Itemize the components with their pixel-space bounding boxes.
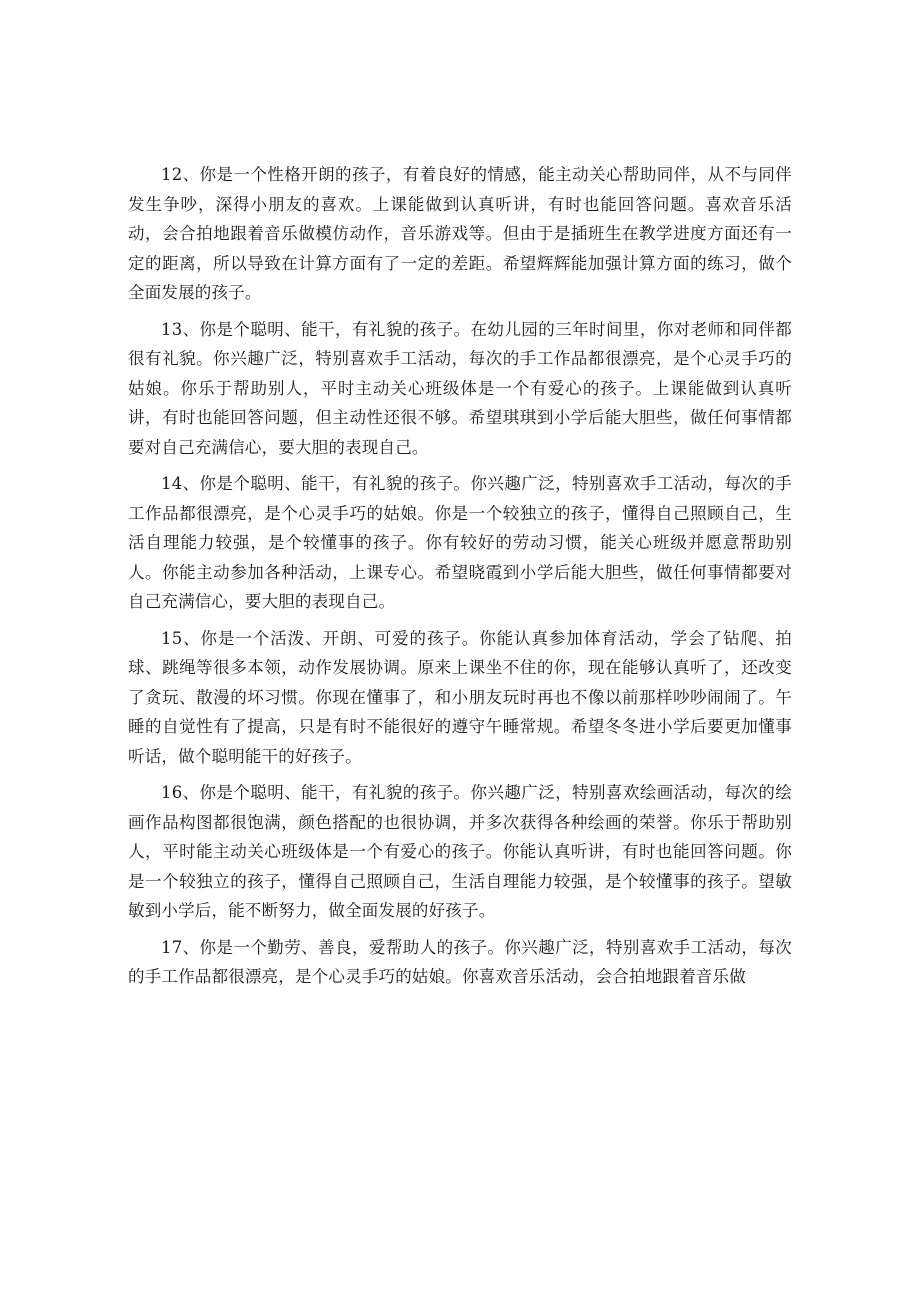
paragraph-13: 13、你是个聪明、能干，有礼貌的孩子。在幼儿园的三年时间里，你对老师和同伴都很有礼貌。你兴趣广泛，特别喜欢手工活动，每次的手工作品都很漂亮，是个心灵手巧的姑娘。你乐于帮助别人，平时主动关心班级体是一个有爱心的孩子。上课能做到认真听讲，有时也能回答问题，但主动性还很不够。希望琪琪到小学后能大胆些，做任何事情都要对自己充满信心，要大胆的表现自己。: [128, 319, 792, 457]
paragraph-16: 16、你是个聪明、能干，有礼貌的孩子。你兴趣广泛，特别喜欢绘画活动，每次的绘画作品构图都很饱满，颜色搭配的也很协调，并多次获得各种绘画的荣誉。你乐于帮助别人，平时能主动关心班级体是一个有爱心的孩子。你能认真听讲，有时也能回答问题。你是一个较独立的孩子，懂得自己照顾自己，生活自理能力较强，是个较懂事的孩子。望敏敏到小学后，能不断努力，做全面发展的好孩子。: [128, 783, 792, 920]
paragraph-14: 14、你是个聪明、能干，有礼貌的孩子。你兴趣广泛，特别喜欢手工活动，每次的手工作品都很漂亮，是个心灵手巧的姑娘。你是一个较独立的孩子，懂得自己照顾自己，生活自理能力较强，是个较懂事的孩子。你有较好的劳动习惯，能关心班级并愿意帮助别人。你能主动参加各种活动，上课专心。希望晓霞到小学后能大胆些，做任何事情都要对自己充满信心，要大胆的表现自己。: [128, 474, 792, 611]
paragraph-12: 12、你是一个性格开朗的孩子，有着良好的情感，能主动关心帮助同伴，从不与同伴发生争吵，深得小朋友的喜欢。上课能做到认真听讲，有时也能回答问题。喜欢音乐活动，会合拍地跟着音乐做模仿动作，音乐游戏等。但由于是插班生在教学进度方面还有一定的距离，所以导致在计算方面有了一定的差距。希望辉辉能加强计算方面的练习，做个全面发展的孩子。: [128, 165, 792, 302]
paragraph-15: 15、你是一个活泼、开朗、可爱的孩子。你能认真参加体育活动，学会了钻爬、拍球、跳绳等很多本领，动作发展协调。原来上课坐不住的你，现在能够认真听了，还改变了贪玩、散漫的坏习惯。你现在懂事了，和小朋友玩时再也不像以前那样吵吵闹闹了。午睡的自觉性有了提高，只是有时不能很好的遵守午睡常规。希望冬冬进小学后要更加懂事听话，做个聪明能干的好孩子。: [128, 628, 792, 766]
document-body: [128, 160, 792, 999]
paragraph-17: 17、你是一个勤劳、善良，爱帮助人的孩子。你兴趣广泛，特别喜欢手工活动，每次的手工作品都很漂亮，是个心灵手巧的姑娘。你喜欢音乐活动，会合拍地跟着音乐做: [128, 937, 792, 986]
